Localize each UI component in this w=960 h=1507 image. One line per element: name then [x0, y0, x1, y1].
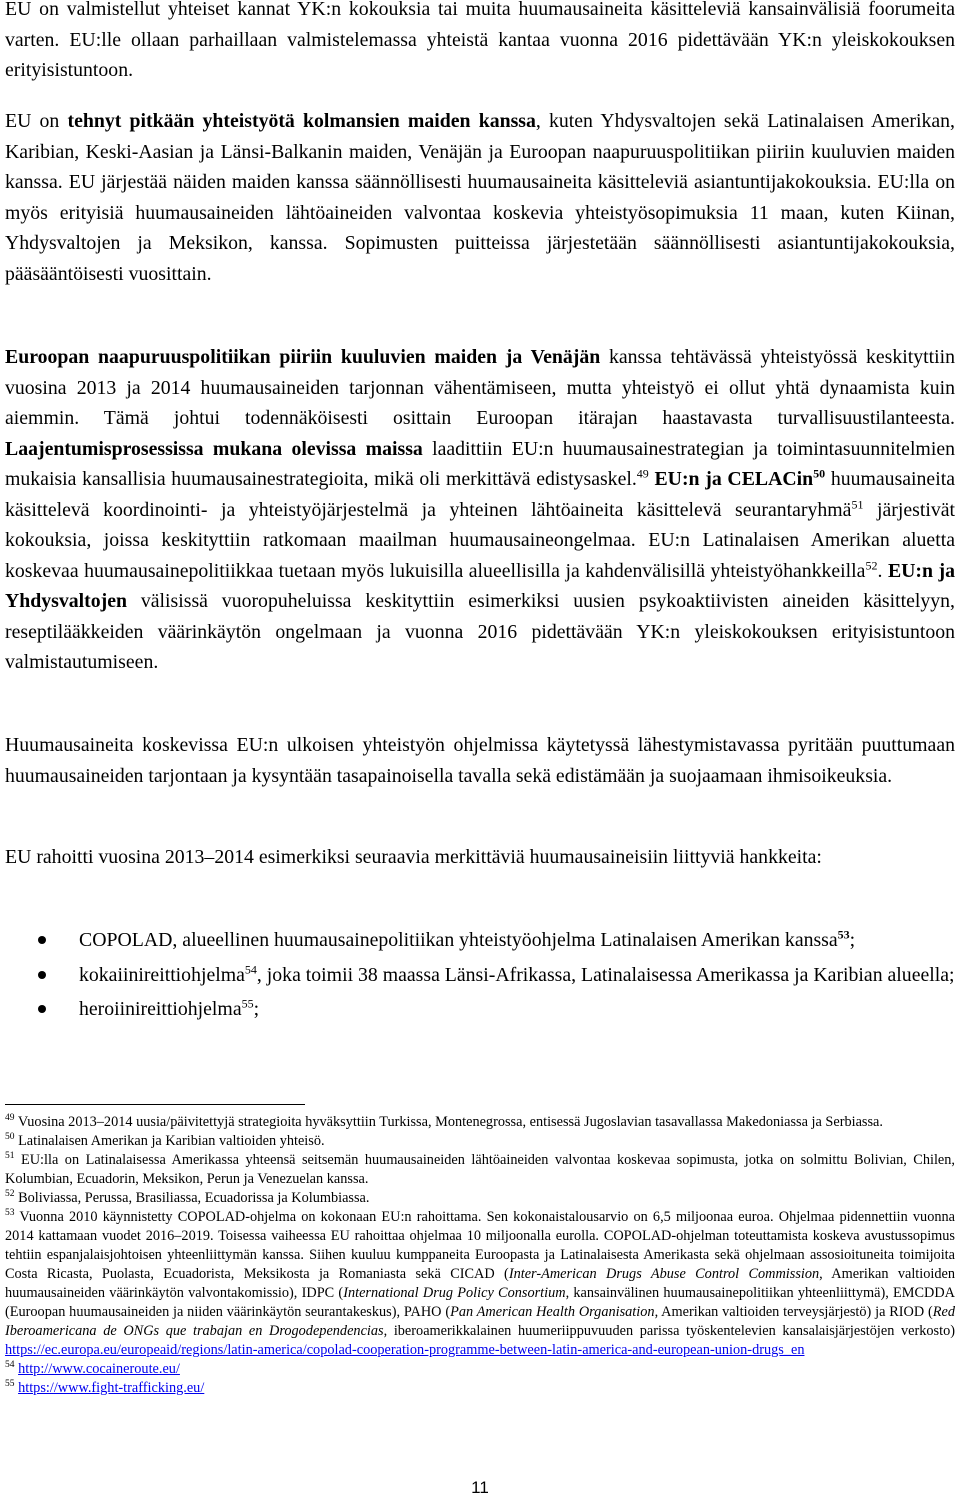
paragraph-third-country-cooperation	[5, 106, 955, 289]
bold-phrase: Laajentumisprosessissa mukana olevissa maissa	[5, 437, 423, 460]
project-list	[5, 925, 955, 1029]
footnote-49	[5, 1113, 955, 1132]
text-run: kanssa tehtävässä yhteistyössä keskityttiin vuosina 2013 ja 2014 huumausaineiden tarjonnan vähentämiseen, mutta yhteistyö ei ollut yhtä dynaamista kuin aiemmin. Tämä johtui todennäköisesti osittain Euroopan itärajan haastavasta turvallisuustilanteesta.	[5, 346, 955, 429]
footnote-italic: Pan American Health Organisation	[450, 1304, 655, 1320]
cocaineroute-link[interactable]: http://www.cocaineroute.eu/	[18, 1361, 180, 1377]
footnote-text: Boliviassa, Perussa, Brasiliassa, Ecuadorissa ja Kolumbiassa.	[14, 1190, 370, 1206]
fight-trafficking-link[interactable]: https://www.fight-trafficking.eu/	[18, 1380, 205, 1396]
footnote-ref[interactable]: 54	[244, 961, 257, 976]
footnote-italic: Inter-American Drugs Abuse Control Commission	[508, 1266, 820, 1282]
list-item-text: heroiinireittiohjelma	[79, 998, 242, 1020]
footnote-55	[5, 1379, 955, 1398]
text-run: järjestivät kokouksia, joissa keskityttiin ratkomaan maailman huumausaineongelmaa. EU:n Latinalaisen Amerikan aluetta koskevaa huumausainepolitiikkaa tuetaan myös lukuisilla alueellisilla ja kahdenvälisillä yhteistyöhankkeilla	[5, 498, 955, 582]
bullet-icon	[38, 1005, 46, 1013]
list-item-tail: , joka toimii 38 maassa Länsi-Afrikassa, Latinalaisessa Amerikassa ja Karibian alueella;	[256, 963, 955, 986]
footnote-ref[interactable]: 51	[851, 496, 864, 511]
bullet-icon	[38, 971, 46, 979]
footnote-text: Latinalaisen Amerikan ja Karibian valtioiden yhteisö.	[14, 1133, 325, 1149]
footnote-ref[interactable]: 49	[636, 466, 649, 481]
footnote-separator	[5, 1104, 305, 1105]
text-run: huumausaineita käsittelevä koordinointi- ja yhteistyöjärjestelmä ja yhteinen lähtöaineita käsittelevä seurantaryhmä	[5, 468, 955, 521]
paragraph-un-positions: EU on valmistellut yhteiset kannat YK:n kokouksia tai muita huumausaineita käsitteleviä kansainvälisiä foorumeita varten. EU:lle ollaan parhaillaan valmistelemassa yhteistä kantaa vuonna 2016 pidettävään YK:n yleiskokouksen erityisistuntoon.	[5, 0, 955, 81]
footnote-text: Vuonna 2010 käynnistetty COPOLAD-ohjelma on kokonaan EU:n rahoittama. Sen kokonaistalousarvio on 6,5 miljoonaa euroa. Ohjelmaa pidennettiin vuonna 2014 kattamaan vuodet 2016–2019. Toisessa vaiheessa EU rahoittaa ohjelmaa 10 miljoonalla eurolla. COPOLAD-ohjelman toteuttamista koskeva avustussopimus tehtiin espanjalaisjohtoisen yhteenliittymän kanssa. Siihen kuuluu kumppaneita Euroopasta ja Latinalaisesta Amerikasta sekä ohjelmaan assosioituneita toimijoita Costa Ricasta, Puolasta, Ecuadorista, Meksikosta ja Romaniasta sekä CICAD (	[5, 1209, 955, 1282]
paragraph-regional-cooperation	[5, 342, 955, 678]
bold-phrase: EU:n ja Yhdysvaltojen	[5, 559, 956, 612]
list-item-tail: ;	[253, 998, 260, 1020]
footnote-number: 49	[5, 1113, 15, 1124]
text-run: välisissä vuoropuheluissa keskityttiin esimerkiksi uusien psykoaktiivisten aineiden käsittelyyn, reseptilääkkeiden väärinkäytön ongelmaan ja vuonna 2016 pidettävään YK:n yleiskokouksen erityisistuntoon valmistautumiseen.	[5, 590, 955, 673]
footnote-ref[interactable]: 55	[241, 996, 254, 1011]
footnote-number: 50	[5, 1132, 15, 1143]
footnote-number: 55	[5, 1379, 15, 1390]
footnotes	[5, 1113, 955, 1398]
footnote-ref[interactable]: 52	[865, 557, 878, 572]
list-item	[5, 994, 955, 1025]
footnote-52	[5, 1189, 955, 1208]
footnote-number: 51	[5, 1151, 15, 1162]
footnote-ref[interactable]: 50	[813, 466, 826, 481]
copolad-link[interactable]: https://ec.europa.eu/europeaid/regions/latin-america/copolad-cooperation-programme-between-latin-america-and-european-union-drugs_en	[5, 1342, 805, 1358]
footnote-text: , iberoamerikkalainen huumeriippuvuuden parissa työskentelevien kansalaisjärjestöjen verkosto)	[383, 1323, 955, 1339]
footnote-51	[5, 1151, 955, 1189]
bold-phrase: Euroopan naapuruuspolitiikan piiriin kuuluvien maiden ja Venäjän	[5, 346, 601, 368]
footnote-text: , kansainvälinen huumausainepolitiikan yhteenliittymä), EMCDDA (Euroopan huumausaineiden ja niiden väärinkäytön seurantakeskus), PAHO (	[5, 1285, 955, 1320]
bold-phrase: EU:n ja CELACin	[654, 468, 814, 490]
paragraph-projects-intro: EU rahoitti vuosina 2013–2014 esimerkiksi seuraavia merkittäviä huumausaineisiin liittyviä hankkeita:	[5, 846, 822, 868]
paragraph-approach: Huumausaineita koskevissa EU:n ulkoisen yhteistyön ohjelmissa käytetyssä lähestymistavassa pyritään puuttumaan huumausaineiden tarjontaan ja kysyntään tasapainoisella tavalla sekä edistämään ja suojaamaan ihmisoikeuksia.	[5, 734, 955, 787]
list-item-text: kokaiinireittiohjelma	[79, 963, 245, 986]
text-run: laadittiin EU:n huumausainestrategian ja toimintasuunnitelmien mukaisia kansallisia huumausainestrategioita, mikä oli merkittävä edistysaskel.	[5, 437, 955, 490]
footnote-53	[5, 1208, 955, 1360]
footnote-ref[interactable]: 53	[837, 927, 850, 942]
footnote-54	[5, 1360, 955, 1379]
bullet-icon	[38, 936, 46, 944]
text-run: .	[877, 559, 888, 582]
footnote-text: , Amerikan valtioiden huumausaineiden väärinkäytön valvontakomissio), IDPC (	[5, 1266, 955, 1301]
text-run: , kuten Yhdysvaltojen sekä Latinalaisen Amerikan, Karibian, Keski-Aasian ja Länsi-Balkanin maiden, Venäjän ja Euroopan naapuruuspolitiikan piiriin kuuluvien maiden kanssa. EU järjestää näiden maiden kanssa säännöllisesti huumausaineita käsitteleviä asiantuntijakokouksia. EU:lla on myös erityisiä huumausaineiden lähtöaineiden valvontaa koskevia yhteistyösopimuksia 11 maan, kuten Kiinan, Yhdysvaltojen ja Meksikon, kanssa. Sopimusten puitteissa järjestetään säännöllisesti asiantuntijakokouksia, pääsääntöisesti vuosittain.	[5, 110, 955, 285]
footnote-italic: Red Iberoamericana de ONGs que trabajan en Drogodependencias	[5, 1304, 956, 1339]
footnote-text: , Amerikan valtioiden terveysjärjestö) ja RIOD (	[654, 1304, 933, 1320]
page-number: 11	[471, 1478, 489, 1497]
list-item-text: COPOLAD, alueellinen huumausainepolitiikan yhteistyöohjelma Latinalaisen Amerikan kanssa	[79, 929, 838, 951]
footnote-number: 53	[5, 1208, 15, 1219]
footnote-number: 54	[5, 1360, 15, 1371]
footnote-italic: International Drug Policy Consortium	[343, 1285, 566, 1301]
bold-phrase: tehnyt pitkään yhteistyötä kolmansien maiden kanssa	[67, 110, 536, 132]
list-item	[5, 960, 955, 991]
footnote-text: EU:lla on Latinalaisessa Amerikassa yhteensä seitsemän huumausaineiden lähtöaineiden valvontaa koskevaa sopimusta, jotka on solmittu Bolivian, Chilen, Kolumbian, Ecuadorin, Meksikon, Perun ja Venezuelan kanssa.	[5, 1152, 955, 1187]
footnote-text: Vuosina 2013–2014 uusia/päivitettyjä strategioita hyväksyttiin Turkissa, Montenegrossa, entisessä Jugoslavian tasavallassa Makedoniassa ja Serbiassa.	[14, 1114, 883, 1130]
list-item-tail: ;	[849, 929, 856, 951]
footnote-number: 52	[5, 1189, 15, 1200]
text-run: EU on	[5, 110, 68, 132]
list-item	[5, 925, 955, 956]
footnote-50	[5, 1132, 955, 1151]
